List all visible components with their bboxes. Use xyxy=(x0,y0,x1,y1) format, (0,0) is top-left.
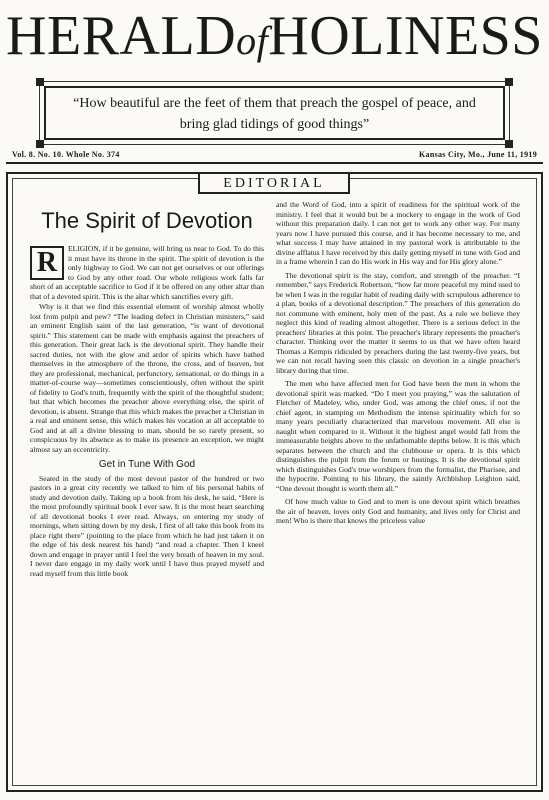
corner-ornament xyxy=(505,140,513,148)
masthead-left: HERALD xyxy=(6,5,237,67)
issue-whole: Whole No. 374 xyxy=(65,150,120,159)
paragraph: Why is it that we find this essential element of worship almost wholly lost from pulpit and pew? “The leading defect in Christian ministers,” said an eminent English saint of the last generation, “is want of devotional spirit.” This statement can be made with emphasis against the preachers of this generation. Their great lack is the devotional spirit. They handle their sacred duties, not with the glow and ardor of spirits which have bathed themselves in the atmosphere of the throne, the cross, and of heaven, but they are professional, mechanical, perfunctory, sensational, or do things in a matter-of-course way—sometimes conscientiously, often without the spirit of fidelity to God's truth, frequently with the spirit of the thoughtful student; but that which becomes the preacher above everything else, the spirit of devotion, is absent. Strange that this which makes the preacher a Christian in a real and eminent sense, this which makes his vocation at all acceptable to God and at all a divine blessing to man, should be so rarely present, so conspicuous by its absence as to make its presence an exception, we might almost say an eccentricity. xyxy=(30,302,264,454)
issue-volume xyxy=(12,150,120,159)
paragraph: Of how much value to God and to men is one devout spirit which breathes the air of heaven, loves only God and humanity, and lives only for Christ and men! Who is there that knows the priceless value xyxy=(276,497,520,525)
issue-place-date: Kansas City, Mo., June 11, 1919 xyxy=(419,150,537,159)
paragraph: The men who have affected men for God have been the men in whom the devotional spirit was marked. “Do I meet you praying,” was the salutation of Fletcher of Madeley, who, under God, was among the chief ones, if not the chief agent, in stamping on Methodism the intense spirituality which for so many years peculiarly characterized that marvelous movement. All else is naught when compared to it. Without it the highest angel would fall from the immeasurable heights above to the unfathomable depths below. It is this which separates between the church and the clubhouse or opera. It is this which distinguishes the pulpit from the forum or hustings. It is the devotional spirit which distinguishes God's true worshipers from the formalist, the Pharisee, and the hypocrite. Pointing to his library, the saintly Archbishop Leighton said, “One devout thought is worth them all.” xyxy=(276,379,520,493)
issue-vol: Vol. 8. xyxy=(12,150,36,159)
masthead-of: of xyxy=(236,18,269,63)
corner-ornament xyxy=(36,78,44,86)
paragraph: The devotional spirit is the stay, comfort, and strength of the preacher. “I remember,” says Frederick Robertson, “how far more peaceful my mind used to be when I was in the regular habit of reading daily with scrupulous adherence to a plan, books of a devotional description.” The preachers of this generation do not commune with eminent, holy men of the past. As a rule we believe they neglect this kind of reading almost altogether. There is a serious defect in the preachers' libraries at this point. The preacher's library represents the preacher's character. Thinking over the matter it seems to us that we have often heard Thomas a Kempis ridiculed by preachers during the last twenty-five years, but we can not recall having seen this classic on devotion in a single preacher's library during that time. xyxy=(276,270,520,375)
article-column-right xyxy=(276,200,520,527)
section-label: EDITORIAL xyxy=(198,172,350,194)
masthead xyxy=(0,6,549,71)
drop-cap: R xyxy=(30,246,64,280)
issue-num: No. 10. xyxy=(37,150,64,159)
masthead-right: HOLINESS xyxy=(268,5,543,67)
article-title: The Spirit of Devotion xyxy=(41,208,253,233)
paragraph xyxy=(30,244,264,301)
paragraph-text: ELIGION, if it be genuine, will bring us near to God. To do this it must have its throne in the spirit. The spirit of devotion is the only highway to God. We can not get ourselves or our offerings to God by any other road. Our whole religious work falls far short of an acceptable sacrifice to God if it be offered on any other altar than that of a devoted spirit. This is the altar which sanctifies every gift. xyxy=(30,244,264,301)
motto-line-2: bring glad tidings of good things” xyxy=(179,117,370,132)
divider xyxy=(6,162,543,164)
corner-ornament xyxy=(36,140,44,148)
paragraph: Seated in the study of the most devout pastor of the hundred or two pastors in a great city recently we talked to him of his personal habits of study and devotion daily. Taking up a book from his desk, he said, “Here is the most profoundly spiritual book I ever saw. It is the most heart searching of all devotional books I ever read. Always, on entering my study of mornings, when sitting down by my desk, I first of all take this book from its place right there” (pointing to the place from which he had just taken it on the edge of his desk nearest his hand) “and read a chapter. Then I kneel down and engage in prayer until I feel the very breath of heaven in my soul. I never dare engage in my daily work until I have thus prayed myself and read myself from this little book xyxy=(30,473,264,578)
subheading: Get in Tune With God xyxy=(98,459,196,470)
article-column-left xyxy=(30,244,264,579)
motto-line-1: “How beautiful are the feet of them that preach the gospel of peace, and xyxy=(73,96,476,111)
paragraph: and the Word of God, into a spirit of readiness for the spiritual work of the ministry. I feel that it would but be a mockery to engage in the work of God without this preparation daily. I can not get to work any other way. For many years now I have pursued this course, and it has become necessary to me, and what success I may have attained in my pastoral work is attributable to the divine afflatus I have received by this daily getting myself in tune with God and in a frame wherein I can do His work in His way and for His glory alone.” xyxy=(276,200,520,266)
corner-ornament xyxy=(505,78,513,86)
motto-box xyxy=(44,86,505,140)
